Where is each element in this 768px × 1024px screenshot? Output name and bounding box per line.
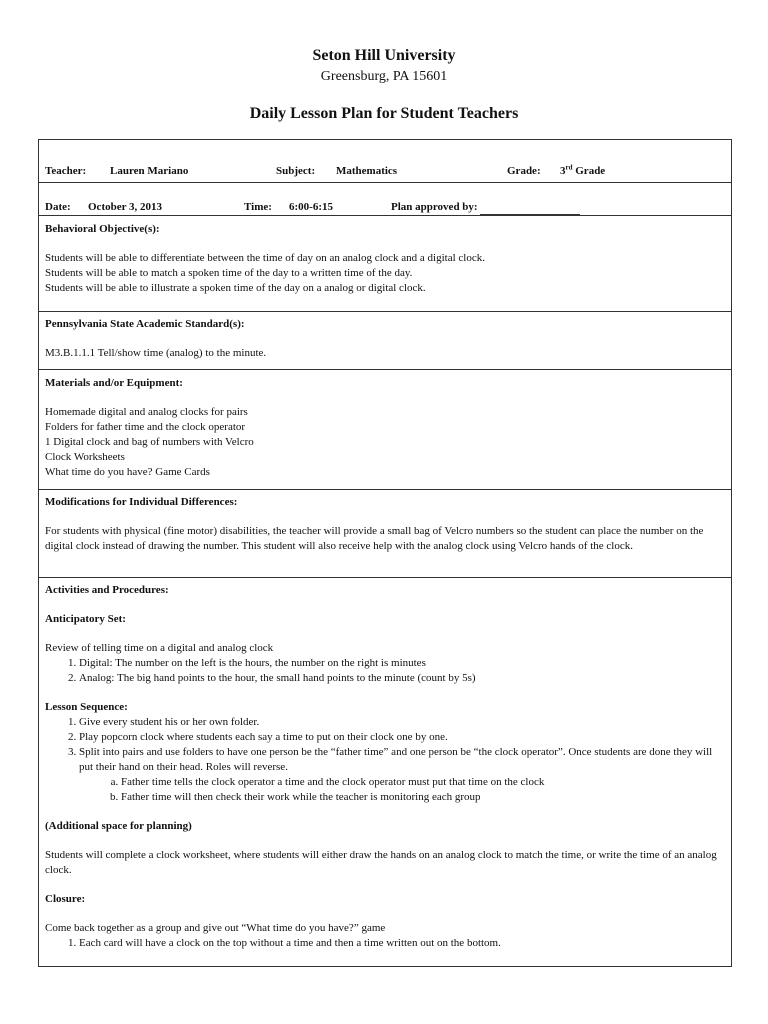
list-item: 1. Each card will have a clock on the top without a time and then a time written out on the bottom.: [79, 936, 725, 951]
list-item-text: Split into pairs and use folders to have one person be the “father time” and one person be “the clock operator”. Once students are done they will put their hand on their head. Roles will reverse.: [79, 746, 713, 773]
list-item: 2. Play popcorn clock where students each say a time to put on their clock one by one.: [79, 730, 725, 745]
grade-value: 3rd Grade: [560, 163, 606, 177]
closure-heading: Closure:: [45, 893, 86, 905]
material-item: Clock Worksheets: [45, 451, 125, 463]
material-item: 1 Digital clock and bag of numbers with Velcro: [45, 436, 254, 448]
materials-section: [39, 370, 731, 490]
modifications-section: [39, 490, 731, 578]
date-info-row: [39, 183, 731, 216]
objective-line: Students will be able to match a spoken time of the day to a written time of the day.: [45, 267, 413, 279]
additional-planning-text: Students will complete a clock worksheet, where students will either draw the hands on an analog clock to match the time, or write the time of an analog clock.: [45, 849, 717, 876]
material-item: Folders for father time and the clock operator: [45, 421, 246, 433]
lesson-sequence-heading: Lesson Sequence:: [45, 701, 128, 713]
list-item: [79, 745, 725, 805]
subject-label: Subject:: [276, 165, 316, 177]
lesson-sequence-sublist: [79, 775, 725, 805]
list-item: 1. Give every student his or her own folder.: [79, 715, 725, 730]
anticipatory-intro: Review of telling time on a digital and analog clock: [45, 642, 274, 654]
approved-by-label: Plan approved by:: [391, 200, 580, 215]
objective-line: Students will be able to differentiate between the time of day on an analog clock and a digital clock.: [45, 252, 485, 264]
date-value: October 3, 2013: [88, 201, 163, 213]
activities-heading: Activities and Procedures:: [45, 584, 169, 596]
material-item: Homemade digital and analog clocks for pairs: [45, 406, 248, 418]
list-item: 1. Digital: The number on the left is the hours, the number on the right is minutes: [79, 656, 725, 671]
anticipatory-list: [45, 656, 725, 686]
lesson-sequence-list: [45, 715, 725, 805]
sub-list-item: a. Father time tells the clock operator a time and the clock operator must put that time on the clock: [121, 775, 725, 790]
objective-line: Students will be able to illustrate a spoken time of the day on a analog or digital clock.: [45, 282, 426, 294]
materials-heading: Materials and/or Equipment:: [45, 377, 183, 389]
teacher-name: Lauren Mariano: [110, 165, 189, 177]
grade-label: Grade:: [507, 165, 541, 177]
document-title: Daily Lesson Plan for Student Teachers: [249, 105, 519, 122]
objectives-heading: Behavioral Objective(s):: [45, 223, 160, 235]
standards-section: [39, 312, 731, 370]
date-label: Date:: [45, 201, 71, 213]
anticipatory-set-heading: Anticipatory Set:: [45, 613, 126, 625]
closure-list: [45, 936, 725, 951]
objectives-section: [39, 216, 731, 312]
modifications-heading: Modifications for Individual Differences:: [45, 496, 238, 508]
time-value: 6:00-6:15: [289, 201, 333, 213]
time-label: Time:: [244, 201, 272, 213]
university-location: Greensburg, PA 15601: [320, 69, 448, 84]
subject-value: Mathematics: [336, 165, 398, 177]
standard-line: M3.B.1.1.1 Tell/show time (analog) to the minute.: [45, 347, 267, 359]
list-item: 2. Analog: The big hand points to the hour, the small hand points to the minute (count by 5s): [79, 671, 725, 686]
activities-section: [39, 578, 731, 951]
closure-intro: Come back together as a group and give out “What time do you have?” game: [45, 922, 386, 934]
teacher-info-row: [39, 140, 731, 183]
modifications-text: For students with physical (fine motor) disabilities, the teacher will provide a small bag of Velcro numbers so the student can place the number on the digital clock instead of drawing the number. This student will also receive help with the analog clock using Velcro hands of the clock.: [45, 525, 704, 552]
lesson-plan-table: [38, 139, 732, 967]
teacher-label: Teacher:: [45, 165, 87, 177]
material-item: What time do you have? Game Cards: [45, 466, 210, 478]
university-name: Seton Hill University: [312, 47, 456, 64]
additional-planning-heading: (Additional space for planning): [45, 820, 192, 832]
approved-by-line: [480, 202, 580, 215]
standards-heading: Pennsylvania State Academic Standard(s):: [45, 318, 245, 330]
sub-list-item: b. Father time will then check their work while the teacher is monitoring each group: [121, 790, 725, 805]
